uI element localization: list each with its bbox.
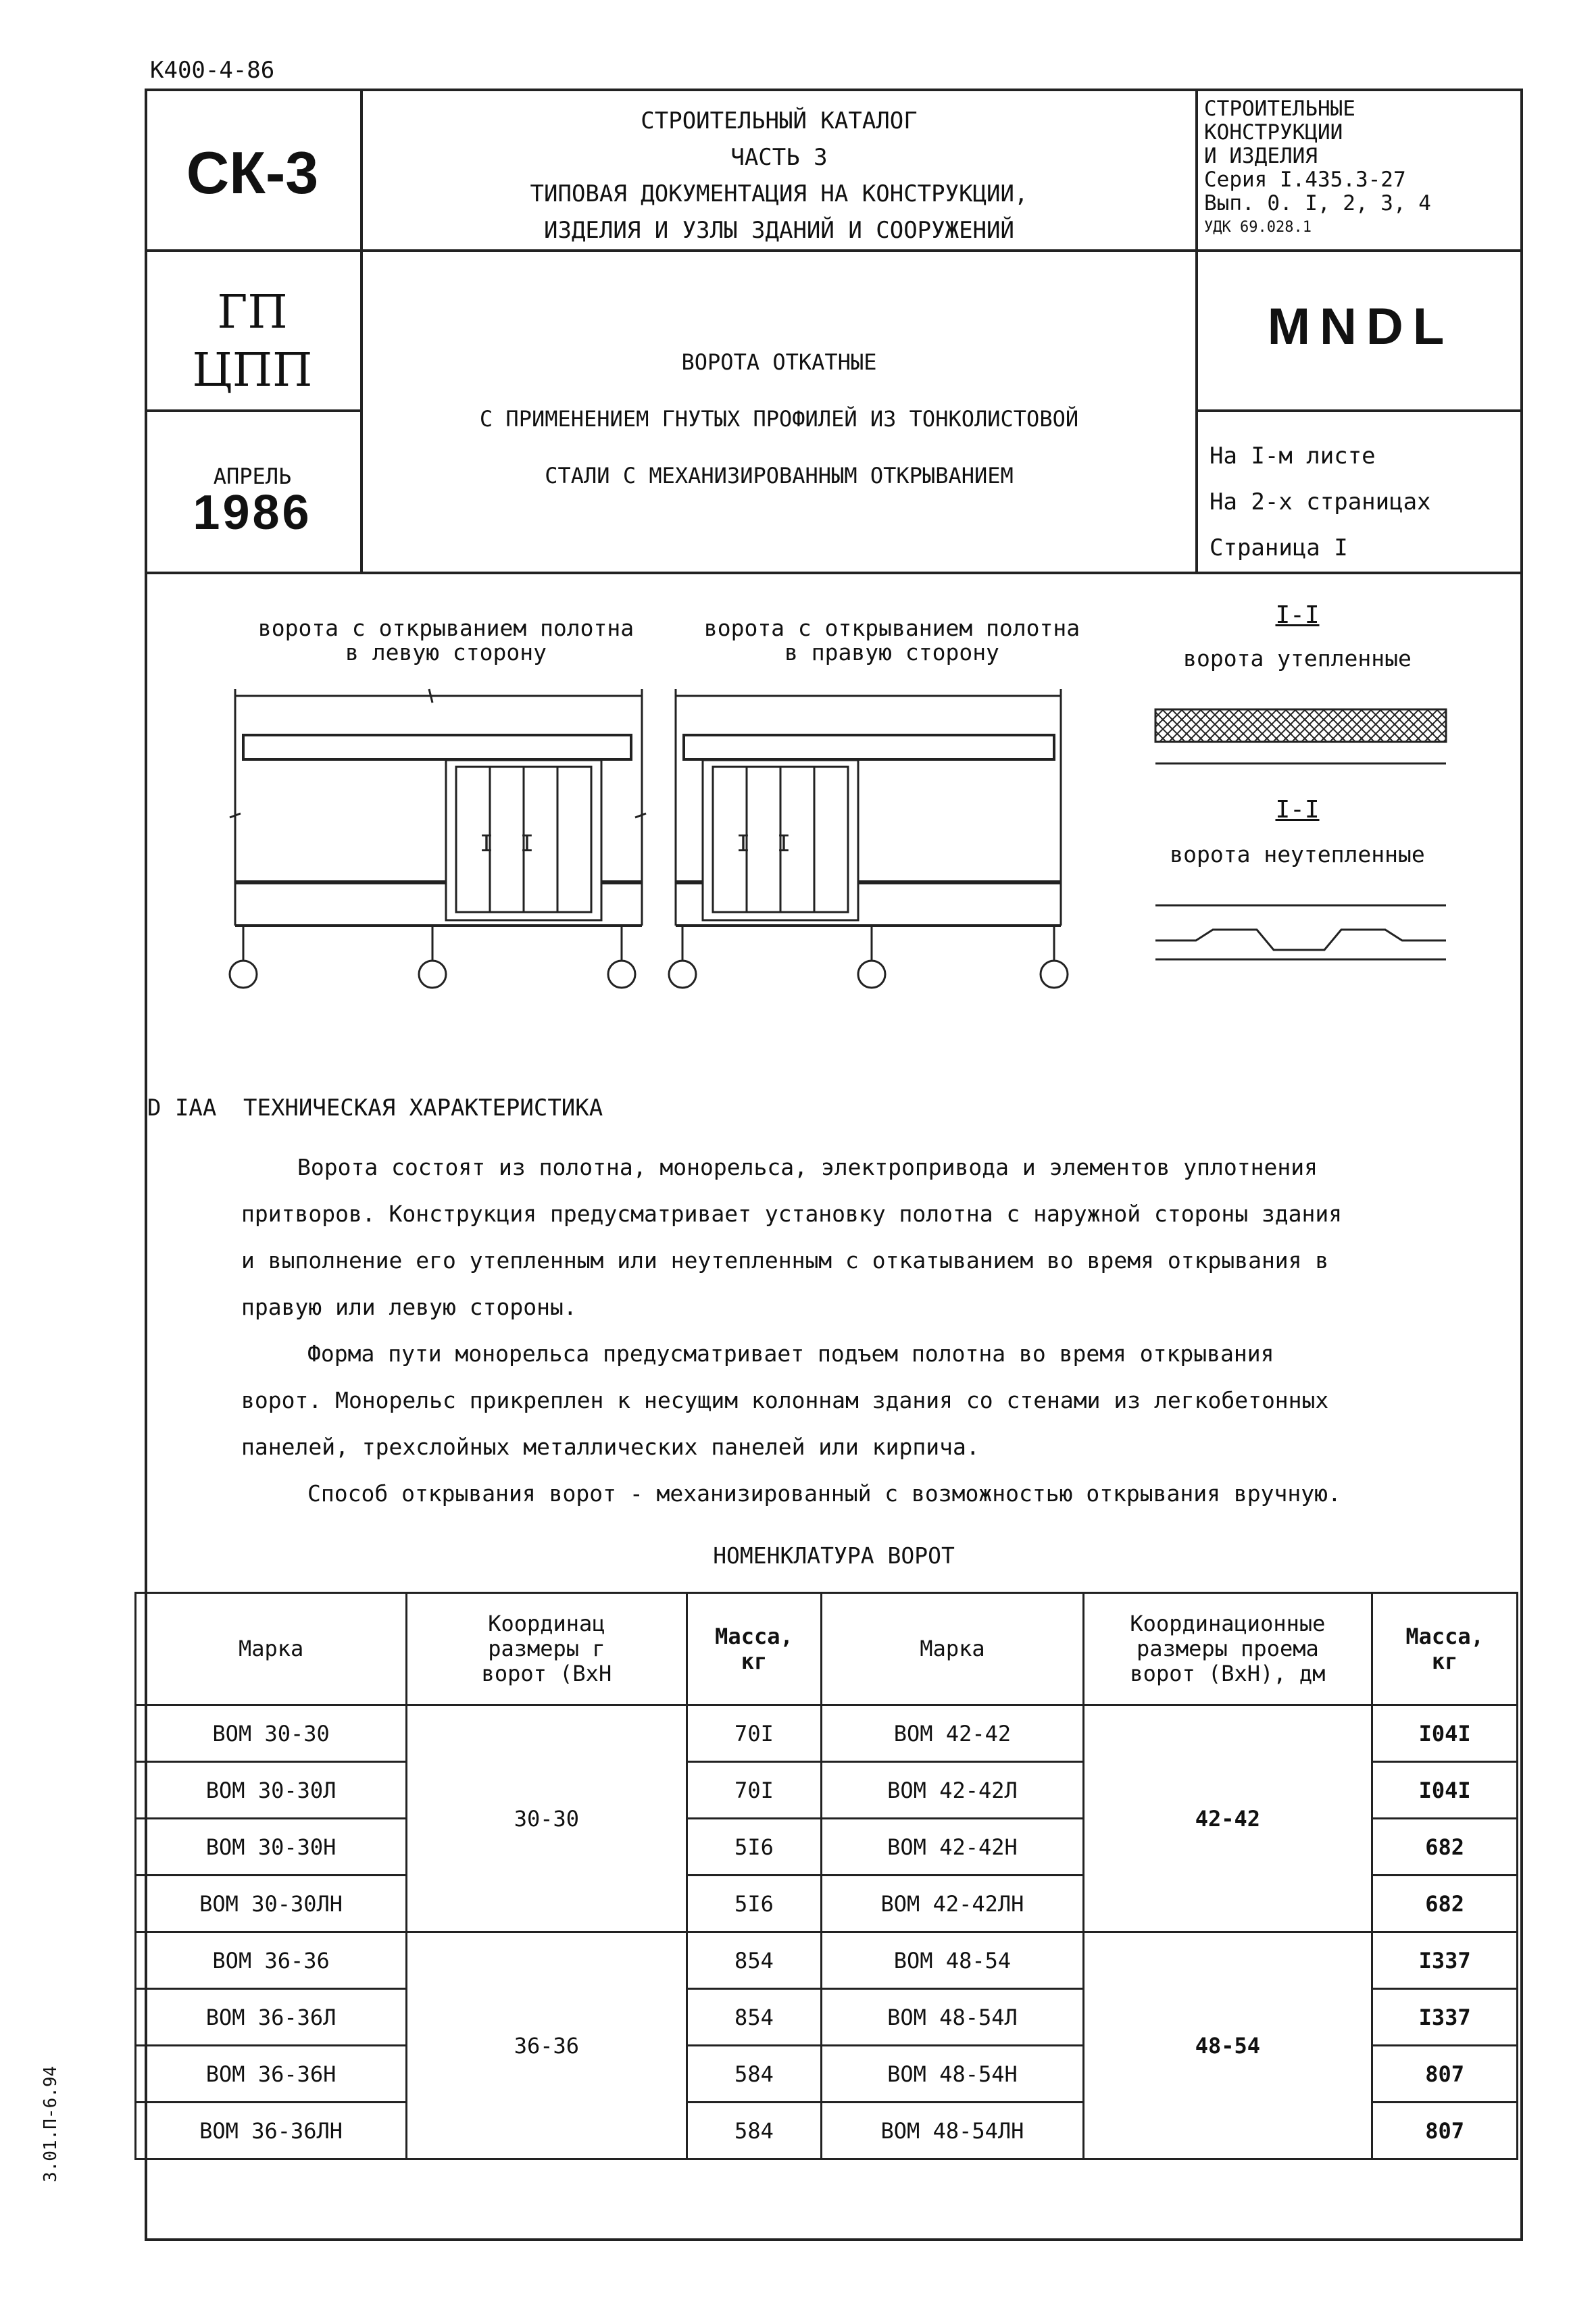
header-divider (145, 409, 360, 412)
title-line: СТАЛИ С МЕХАНИЗИРОВАННЫМ ОТКРЫВАНИЕМ (545, 463, 1014, 488)
size-cell: 42-42 (1083, 1705, 1372, 1932)
mark-cell: ВОМ 36-36 (136, 1932, 407, 1989)
mass-cell: 584 (687, 2103, 822, 2159)
mass-cell: 682 (1372, 1819, 1518, 1876)
title-line: ВОРОТА ОТКАТНЫЕ (681, 349, 877, 375)
column-axis (1041, 961, 1068, 988)
classification-line: УДК 69.028.1 (1204, 219, 1312, 236)
mass-cell: 807 (1372, 2046, 1518, 2103)
udk-code: D IAA (147, 1095, 217, 1122)
mass-cell: I337 (1372, 1932, 1518, 1989)
catalog-line: ИЗДЕЛИЯ И УЗЛЫ ЗДАНИЙ И СООРУЖЕНИЙ (544, 217, 1014, 244)
size-cell: 30-30 (407, 1705, 687, 1932)
section-cut-mark: I (736, 830, 751, 857)
column-header: Марка (822, 1593, 1083, 1705)
date-year: 1986 (193, 486, 312, 540)
catalog-title (363, 103, 1195, 249)
mass-cell: 70I (687, 1705, 822, 1762)
section-mark-insulated: I-I (1275, 601, 1320, 629)
mass-cell: 854 (687, 1932, 822, 1989)
body-text-line: Ворота состоят из полотна, монорельса, электропривода и элементов уплотнения (297, 1154, 1318, 1180)
mark-cell: ВОМ 42-42ЛН (822, 1876, 1083, 1932)
body-text-line: и выполнение его утепленным или неутепленным с откатыванием во время открывания в (241, 1247, 1329, 1274)
catalog-line: ЧАСТЬ 3 (730, 144, 828, 171)
right-gate-elevation (669, 682, 1101, 1000)
mass-cell: I337 (1372, 1989, 1518, 2046)
monorail (684, 735, 1054, 759)
monorail (243, 735, 631, 759)
table-title: НОМЕНКЛАТУРА ВОРОТ (713, 1542, 955, 1569)
body-text-line: Способ открывания ворот - механизированный с возможностью открывания вручную. (307, 1480, 1341, 1507)
insulated-section (1149, 696, 1453, 784)
mass-cell: 682 (1372, 1876, 1518, 1932)
column-axis (419, 961, 446, 988)
classification-line: СТРОИТЕЛЬНЫЕ (1204, 97, 1355, 121)
table-header-row (136, 1593, 1518, 1705)
mark-cell: ВОМ 36-36ЛН (136, 2103, 407, 2159)
organization-code (145, 284, 360, 400)
body-text-line: притворов. Конструкция предусматривает установку полотна с наружной стороны здания (241, 1201, 1343, 1227)
mass-cell: 854 (687, 1989, 822, 2046)
sheet-info-line: На 2-х страницах (1210, 488, 1431, 515)
caption-line: в правую сторону (784, 639, 999, 665)
mark-cell: ВОМ 48-54Н (822, 2046, 1083, 2103)
mass-cell: 5I6 (687, 1819, 822, 1876)
left-gate-elevation (223, 682, 655, 1000)
mark-cell: ВОМ 48-54Л (822, 1989, 1083, 2046)
header-divider (145, 249, 1523, 252)
mass-cell: I04I (1372, 1762, 1518, 1819)
column-axis (608, 961, 635, 988)
mark-cell: ВОМ 30-30Л (136, 1762, 407, 1819)
column-header: Координационные размеры проема ворот (ВхН), дм (1083, 1593, 1372, 1705)
document-code: К400-4-86 (150, 57, 275, 84)
title-line: С ПРИМЕНЕНИЕМ ГНУТЫХ ПРОФИЛЕЙ ИЗ ТОНКОЛИСТОВОЙ (479, 406, 1079, 432)
organization-line: ГП (217, 286, 288, 339)
mark-cell: ВОМ 30-30 (136, 1705, 407, 1762)
mark-cell: ВОМ 42-42Н (822, 1819, 1083, 1876)
right-gate-caption (676, 616, 1108, 665)
section-heading: ТЕХНИЧЕСКАЯ ХАРАКТЕРИСТИКА (243, 1095, 603, 1122)
size-cell: 36-36 (407, 1932, 687, 2159)
uninsulated-caption: ворота неутепленные (1170, 841, 1425, 867)
mark-cell: ВОМ 48-54ЛН (822, 2103, 1083, 2159)
sheet-info-line: Страница I (1210, 534, 1348, 561)
mass-cell: 807 (1372, 2103, 1518, 2159)
insulated-caption: ворота утепленные (1183, 645, 1412, 672)
stamp-code: MNDL (1267, 298, 1454, 355)
caption-line: ворота с открыванием полотна (703, 615, 1080, 641)
classification-line: Серия I.435.3-27 (1204, 168, 1406, 192)
organization-line: ЦПП (192, 344, 313, 397)
catalog-line: ТИПОВАЯ ДОКУМЕНТАЦИЯ НА КОНСТРУКЦИИ, (530, 180, 1028, 207)
caption-line: ворота с открыванием полотна (257, 615, 634, 641)
body-text-line: ворот. Монорельс прикреплен к несущим колоннам здания со стенами из легкобетонных (241, 1387, 1329, 1413)
column-axis (669, 961, 696, 988)
section-cut-mark: I (776, 830, 791, 857)
sheet-info (1210, 433, 1520, 571)
column-axis (858, 961, 885, 988)
sheet-info-line: На I-м листе (1210, 443, 1376, 470)
nomenclature-table (134, 1592, 1518, 2160)
classification-block (1204, 97, 1518, 239)
header-divider (1195, 409, 1523, 412)
section-mark-uninsulated: I-I (1275, 796, 1320, 824)
mark-cell: ВОМ 36-36Л (136, 1989, 407, 2046)
catalog-line: СТРОИТЕЛЬНЫЙ КАТАЛОГ (641, 107, 918, 134)
left-gate-caption (230, 616, 662, 665)
series-badge: СК-3 (186, 139, 319, 206)
mark-cell: ВОМ 36-36Н (136, 2046, 407, 2103)
body-text-line: панелей, трехслойных металлических панелей или кирпича. (241, 1434, 980, 1460)
mark-cell: ВОМ 48-54 (822, 1932, 1083, 1989)
section-cut-mark: I (479, 830, 494, 857)
caption-line: в левую сторону (345, 639, 547, 665)
margin-code: 3.01.П-6.94 (41, 2065, 61, 2182)
column-header: Координац размеры г ворот (ВхН (407, 1593, 687, 1705)
table-row (136, 1932, 1518, 1989)
column-header: Марка (136, 1593, 407, 1705)
section-cut-mark: I (520, 830, 534, 857)
mass-cell: 5I6 (687, 1876, 822, 1932)
classification-line: КОНСТРУКЦИИ (1204, 120, 1343, 145)
table-row (136, 1705, 1518, 1762)
date-month: АПРЕЛЬ (213, 463, 292, 489)
body-text-line: правую или левую стороны. (241, 1294, 577, 1320)
body-text-line: Форма пути монорельса предусматривает подъем полотна во время открывания (307, 1340, 1274, 1367)
classification-line: И ИЗДЕЛИЯ (1204, 144, 1318, 168)
mass-cell: 70I (687, 1762, 822, 1819)
mark-cell: ВОМ 42-42Л (822, 1762, 1083, 1819)
document-title (363, 334, 1195, 504)
classification-line: Вып. 0. I, 2, 3, 4 (1204, 191, 1431, 216)
mass-cell: I04I (1372, 1705, 1518, 1762)
mark-cell: ВОМ 30-30Н (136, 1819, 407, 1876)
uninsulated-section (1149, 892, 1453, 980)
mark-cell: ВОМ 42-42 (822, 1705, 1083, 1762)
size-cell: 48-54 (1083, 1932, 1372, 2159)
column-header: Масса, кг (687, 1593, 822, 1705)
column-header: Масса, кг (1372, 1593, 1518, 1705)
header-divider (145, 572, 1523, 574)
column-axis (230, 961, 257, 988)
mass-cell: 584 (687, 2046, 822, 2103)
mark-cell: ВОМ 30-30ЛН (136, 1876, 407, 1932)
